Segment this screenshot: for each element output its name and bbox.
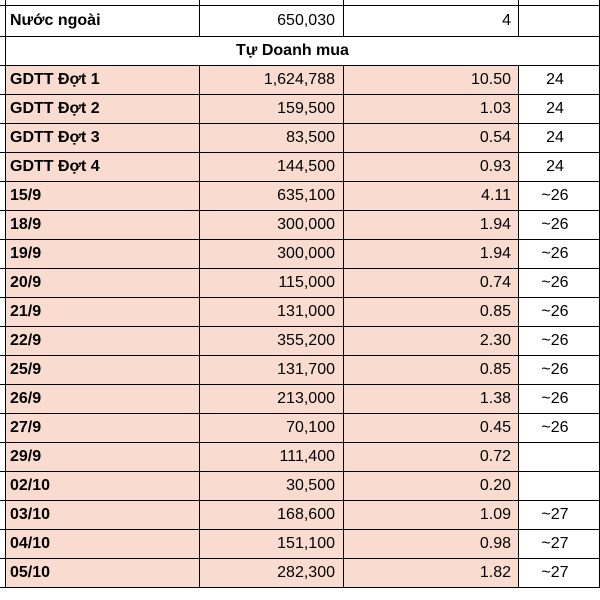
table-row (0, 501, 600, 530)
row-percent-cell (343, 0, 518, 5)
row-label-cell: 18/9 (5, 211, 199, 239)
row-note-cell: ~26 (518, 269, 600, 297)
row-percent-cell: 0.85 (343, 298, 518, 326)
row-note-cell: ~26 (518, 211, 600, 239)
row-note-cell: 24 (518, 95, 600, 123)
row-label-cell: GDTT Đợt 4 (5, 153, 199, 181)
row-value-cell: 282,300 (199, 559, 343, 587)
row-note-cell (518, 443, 600, 471)
table-row (0, 211, 600, 240)
row-percent-cell: 0.74 (343, 269, 518, 297)
row-percent-cell: 4 (343, 6, 518, 36)
row-note-cell: ~26 (518, 182, 600, 210)
row-note-cell (518, 6, 600, 36)
table-row-foreign (0, 6, 600, 37)
row-percent-cell: 4.11 (343, 182, 518, 210)
table-row (0, 385, 600, 414)
row-percent-cell: 10.50 (343, 66, 518, 94)
table-row (0, 153, 600, 182)
row-value-cell: 151,100 (199, 530, 343, 558)
row-percent-cell: 1.38 (343, 385, 518, 413)
row-value-cell: 213,000 (199, 385, 343, 413)
row-value-cell (199, 0, 343, 5)
row-value-cell: 159,500 (199, 95, 343, 123)
table-row (0, 95, 600, 124)
table-row (0, 124, 600, 153)
row-value-cell: 635,100 (199, 182, 343, 210)
row-note-cell: 24 (518, 66, 600, 94)
row-note-cell: ~27 (518, 559, 600, 587)
row-label-cell: 21/9 (5, 298, 199, 326)
section-header-row (0, 37, 600, 66)
row-label-cell (5, 0, 199, 5)
row-percent-cell: 0.54 (343, 124, 518, 152)
row-label-cell: Nước ngoài (5, 6, 199, 36)
row-percent-cell: 1.82 (343, 559, 518, 587)
row-note-cell (518, 0, 600, 5)
row-label-cell: 15/9 (5, 182, 199, 210)
row-percent-cell: 2.30 (343, 327, 518, 355)
row-note-cell: ~26 (518, 298, 600, 326)
row-value-cell: 300,000 (199, 211, 343, 239)
row-note-cell: ~27 (518, 501, 600, 529)
row-value-cell: 300,000 (199, 240, 343, 268)
row-percent-cell: 1.03 (343, 95, 518, 123)
table-row (0, 66, 600, 95)
row-label-cell: 05/10 (5, 559, 199, 587)
table-row (0, 530, 600, 559)
row-label-cell: 04/10 (5, 530, 199, 558)
row-note-cell: 24 (518, 124, 600, 152)
row-label-cell: 29/9 (5, 443, 199, 471)
row-value-cell: 1,624,788 (199, 66, 343, 94)
row-value-cell: 70,100 (199, 414, 343, 442)
table-row (0, 182, 600, 211)
row-value-cell: 131,700 (199, 356, 343, 384)
table-row (0, 443, 600, 472)
table-row (0, 327, 600, 356)
row-label-cell: GDTT Đợt 3 (5, 124, 199, 152)
row-label-cell: 27/9 (5, 414, 199, 442)
table-row (0, 356, 600, 385)
row-value-cell: 355,200 (199, 327, 343, 355)
row-label-cell: 02/10 (5, 472, 199, 500)
row-percent-cell: 0.72 (343, 443, 518, 471)
row-value-cell: 650,030 (199, 6, 343, 36)
row-value-cell: 115,000 (199, 269, 343, 297)
row-label-cell: 19/9 (5, 240, 199, 268)
row-label-cell: GDTT Đợt 2 (5, 95, 199, 123)
row-label-cell: 20/9 (5, 269, 199, 297)
table-row (0, 269, 600, 298)
row-percent-cell: 0.45 (343, 414, 518, 442)
row-note-cell (518, 472, 600, 500)
table-row (0, 472, 600, 501)
row-note-cell: ~26 (518, 414, 600, 442)
row-label-cell: 03/10 (5, 501, 199, 529)
table-row (0, 240, 600, 269)
row-note-cell: ~26 (518, 327, 600, 355)
row-label-cell: 26/9 (5, 385, 199, 413)
row-percent-cell: 1.94 (343, 211, 518, 239)
row-note-cell: 24 (518, 153, 600, 181)
row-percent-cell: 0.85 (343, 356, 518, 384)
row-note-cell: ~26 (518, 240, 600, 268)
row-note-cell: ~27 (518, 530, 600, 558)
row-note-cell: ~26 (518, 356, 600, 384)
row-percent-cell: 1.09 (343, 501, 518, 529)
row-value-cell: 131,000 (199, 298, 343, 326)
row-value-cell: 83,500 (199, 124, 343, 152)
table-row (0, 414, 600, 443)
row-value-cell: 144,500 (199, 153, 343, 181)
row-percent-cell: 0.93 (343, 153, 518, 181)
row-percent-cell: 0.20 (343, 472, 518, 500)
row-label-cell: 25/9 (5, 356, 199, 384)
row-value-cell: 30,500 (199, 472, 343, 500)
row-label-cell: 22/9 (5, 327, 199, 355)
row-percent-cell: 1.94 (343, 240, 518, 268)
table-row (0, 298, 600, 327)
row-value-cell: 168,600 (199, 501, 343, 529)
table-row (0, 559, 600, 588)
row-percent-cell: 0.98 (343, 530, 518, 558)
row-value-cell: 111,400 (199, 443, 343, 471)
section-header-title: Tự Doanh mua (5, 37, 600, 65)
row-label-cell: GDTT Đợt 1 (5, 66, 199, 94)
row-note-cell: ~26 (518, 385, 600, 413)
